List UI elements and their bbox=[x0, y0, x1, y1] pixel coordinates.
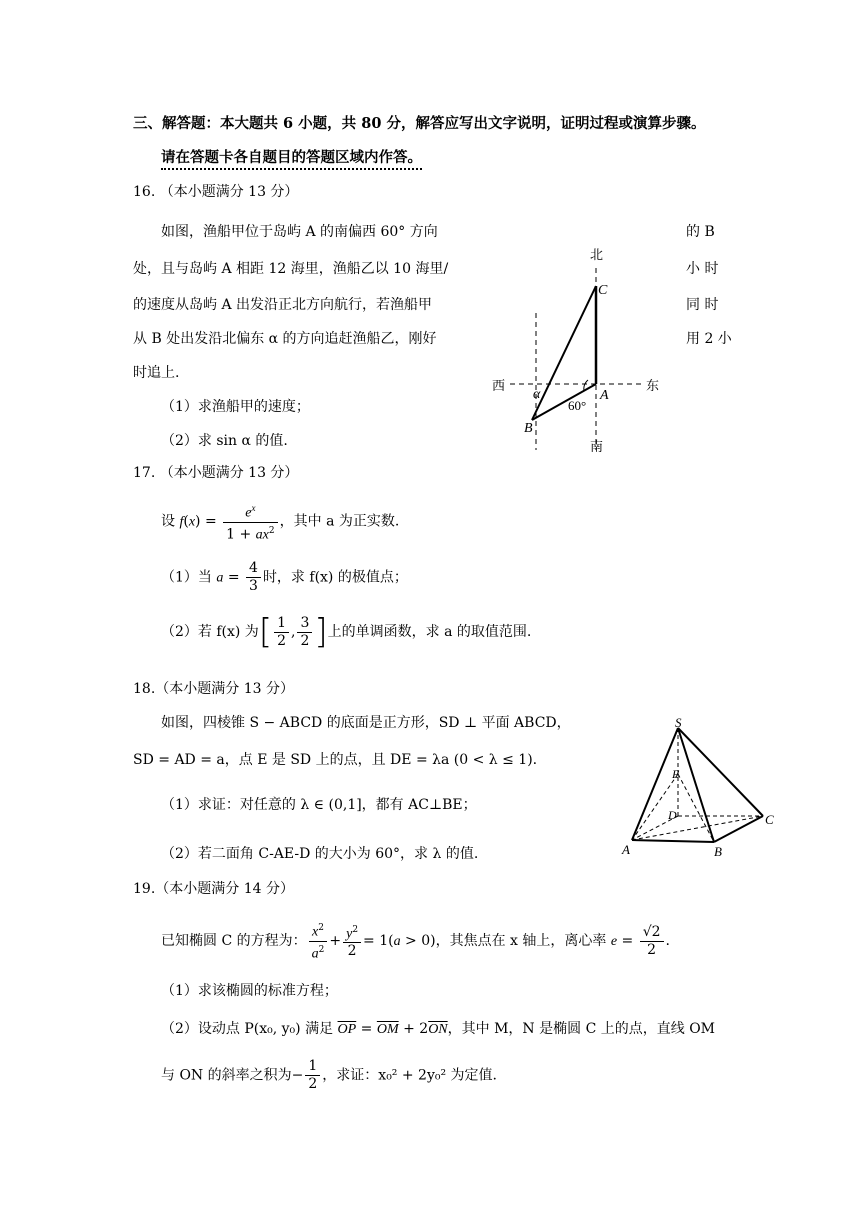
q16-line2: 处，且与岛屿 A 相距 12 海里，渔船乙以 10 海里/ bbox=[133, 261, 449, 277]
q16-figure-west-label: 西 bbox=[492, 378, 506, 393]
q17-part1-suffix: 时，求 f(x) 的极值点； bbox=[262, 569, 408, 586]
q17-definition: 设 f(x) = $\frac{e^x}{1 + ax^2}$ ，其中 a 为正实数. bbox=[161, 500, 399, 543]
q19-last-suffix: ，求证：x₀² + 2y₀² 为定值. bbox=[322, 1067, 497, 1084]
q17-def-suffix: ，其中 a 为正实数. bbox=[279, 513, 400, 530]
q17-part1: （1）当 a = $\frac{4}{3}$ 时，求 f(x) 的极值点； bbox=[161, 560, 408, 594]
q18-line1: 如图，四棱锥 S − ABCD 的底面是正方形，SD ⊥ 平面 ABCD， bbox=[161, 715, 571, 731]
q16-figure-point-c: C bbox=[598, 283, 608, 298]
q18-edge-sc bbox=[678, 728, 763, 816]
q16-figure-north-label: 北 bbox=[590, 247, 604, 262]
q19-frac-half: $\frac{1}{2}$ bbox=[305, 1058, 320, 1093]
q16-figure-point-a: A bbox=[600, 388, 609, 403]
q19-line1-prefix: 已知椭圆 C 的方程为： bbox=[161, 933, 307, 950]
q17-fraction-den: $1 + ax^2$ bbox=[226, 525, 275, 543]
q19-line1-mid: ，其焦点在 x 轴上，离心率 bbox=[435, 933, 607, 950]
q16-header: 16. （本小题满分 13 分） bbox=[133, 184, 299, 200]
q18-edge-sa bbox=[632, 728, 678, 840]
q19-part1: （1）求该椭圆的标准方程； bbox=[161, 983, 338, 999]
q17-part1-fraction: $\frac{4}{3}$ bbox=[246, 560, 261, 595]
q16-line5: 时追上. bbox=[133, 365, 180, 381]
q17-part2-suffix: 上的单调函数，求 a 的取值范围. bbox=[327, 624, 532, 640]
q19-frac-y: $\frac{y^2}{2}$ bbox=[343, 922, 361, 961]
q17-x: x bbox=[188, 514, 196, 530]
q17-part1-prefix: （1）当 bbox=[161, 569, 212, 586]
q16-line4-right: 用 2 小 bbox=[686, 331, 732, 347]
q17-part2: （2）若 f(x) 为[ $\frac{1}{2}$ , $\frac{3}{2}$ ]上的单调函数，求 a 的取值范围. bbox=[161, 612, 532, 652]
q17-fx: f bbox=[179, 514, 184, 530]
q17-fraction-num: $e^x$ bbox=[223, 500, 278, 523]
q18-label-a: A bbox=[622, 842, 630, 857]
q19-last-prefix: 与 ON 的斜率之积为 bbox=[161, 1067, 292, 1084]
q18-part2: （2）若二面角 C-AE-D 的大小为 60°，求 λ 的值. bbox=[161, 846, 479, 862]
q18-edge-sb bbox=[678, 728, 714, 842]
q16-part2: （2）求 sin α 的值. bbox=[161, 433, 288, 449]
q16-line2-right: 小 时 bbox=[686, 261, 719, 277]
q18-line2: SD = AD = a，点 E 是 SD 上的点，且 DE = λa (0 < λ ≤ 1). bbox=[133, 752, 538, 768]
q16-figure-south-label: 南 bbox=[590, 439, 604, 454]
q16-line1: 如图，渔船甲位于岛屿 A 的南偏西 60° 方向 bbox=[161, 224, 438, 240]
q18-edge-bc bbox=[714, 816, 763, 842]
q18-header: 18.（本小题满分 13 分） bbox=[133, 681, 294, 697]
q16-line3-right: 同 时 bbox=[686, 297, 719, 313]
q16-figure bbox=[486, 238, 676, 458]
q18-label-e: E bbox=[672, 767, 680, 781]
q17-part2-prefix: （2）若 f(x) 为 bbox=[161, 624, 259, 640]
q16-part1: （1）求渔船甲的速度； bbox=[161, 399, 310, 415]
q18-diagonal-ac bbox=[632, 816, 763, 840]
q17-interval-left: $\frac{1}{2}$ bbox=[274, 615, 289, 650]
q17-interval-right: $\frac{3}{2}$ bbox=[297, 615, 312, 650]
section-note bbox=[161, 146, 422, 167]
q19-part2-prefix: （2）设动点 P(x₀, y₀) 满足 bbox=[161, 1021, 334, 1037]
q19-line1: 已知椭圆 C 的方程为： $\frac{x^2}{a^2}$ + $\frac{y^2}{2}$ = 1(a > 0)，其焦点在 x 轴上，离心率 e = $\frac{√2}{2}$ . bbox=[161, 920, 670, 962]
q16-line3: 的速度从岛屿 A 出发沿正北方向航行，若渔船甲 bbox=[133, 297, 433, 313]
q16-figure-point-b: B bbox=[524, 421, 533, 436]
q18-label-d: D bbox=[668, 808, 677, 822]
q17-def-prefix: 设 bbox=[161, 513, 175, 530]
q18-label-b: B bbox=[714, 844, 722, 859]
q19-last-line: 与 ON 的斜率之积为− $\frac{1}{2}$ ，求证：x₀² + 2y₀² 为定值. bbox=[161, 1058, 497, 1092]
q18-label-c: C bbox=[765, 812, 774, 827]
q19-frac-e: $\frac{√2}{2}$ bbox=[640, 924, 664, 959]
q16-figure-angle-label: 60° bbox=[568, 398, 587, 413]
section-heading: 三、解答题：本大题共 6 小题，共 80 分，解答应写出文字说明，证明过程或演算步骤。 bbox=[133, 115, 706, 132]
q18-label-s: S bbox=[675, 716, 682, 730]
q16-line4: 从 B 处出发沿北偏东 α 的方向追赶渔船乙，刚好 bbox=[133, 331, 437, 347]
q17-header: 17. （本小题满分 13 分） bbox=[133, 465, 299, 481]
q16-figure-alpha-label: α bbox=[533, 387, 541, 402]
q18-part1: （1）求证：对任意的 λ ∈ (0,1]，都有 AC⊥BE； bbox=[161, 797, 477, 813]
q19-header: 19.（本小题满分 14 分） bbox=[133, 881, 294, 897]
q19-frac-x: $\frac{x^2}{a^2}$ bbox=[309, 920, 328, 962]
q18-figure bbox=[618, 716, 790, 864]
q17-fraction bbox=[223, 500, 278, 543]
q16-line1-right: 的 B bbox=[686, 224, 715, 240]
section-note-text: 请在答题卡各自题目的答题区域内作答。 bbox=[161, 149, 422, 170]
q19-part2-suffix: ，其中 M，N 是椭圆 C 上的点，直线 OM bbox=[447, 1021, 716, 1037]
q16-figure-east-label: 东 bbox=[646, 378, 660, 393]
q16-figure-segment-bc bbox=[532, 286, 596, 420]
q18-edge-ab bbox=[632, 840, 714, 842]
q19-part2: （2）设动点 P(x₀, y₀) 满足 $\overline{OP} = \overline{OM} + 2\overline{ON}$，其中 M，N 是椭圆 C 上的点，直线 OM bbox=[161, 1021, 716, 1037]
